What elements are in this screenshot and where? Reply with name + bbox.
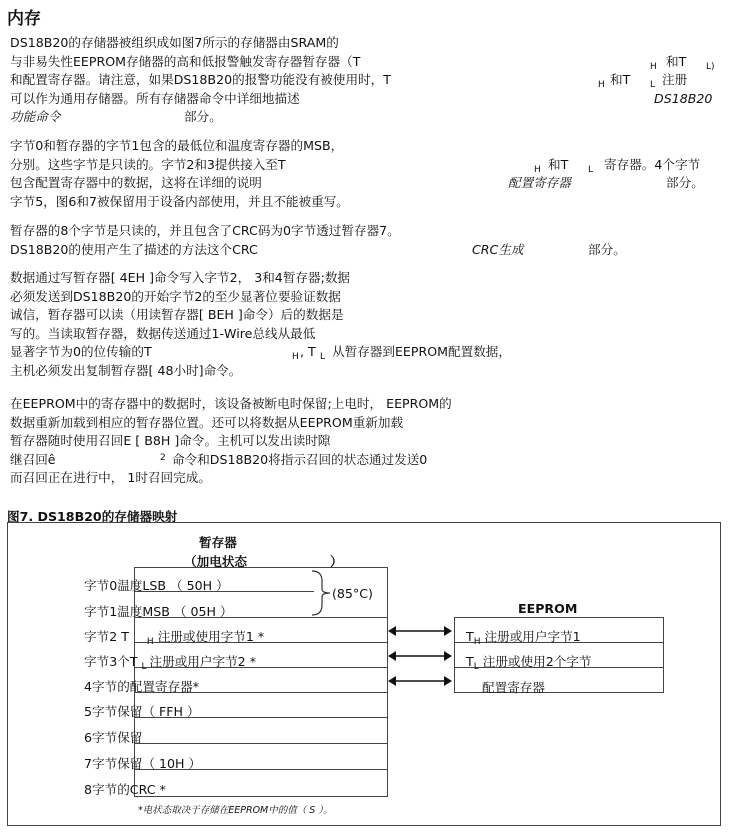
text-line: 必须发送到DS18B20的开始字节2的至少显著位要验证数据: [10, 288, 341, 304]
scratchpad-row-3: 字节3个T $_L$ 注册或用户字节2 *: [84, 654, 256, 672]
scratchpad-row-4: 4字节的配置寄存器*: [84, 679, 200, 694]
paragraph-crc: [10, 222, 725, 259]
text-line: 字节5，图6和7被保留用于设备内部使用，并且不能被重写。: [10, 193, 349, 209]
text-line: 字节0和暂存器的字节1包含的最低位和温度寄存器的MSB，: [10, 138, 344, 153]
text-line: 数据重新加载到相应的暂存器位置。还可以将数据从EEPROM重新加载: [10, 414, 404, 430]
double-arrow-icon: [388, 674, 452, 688]
scratchpad-row-1: 字节1温度MSB （ 05H ）: [84, 604, 233, 619]
text-line: 暂存器的8个字节是只读的，并且包含了CRC码为0字节透过暂存器7。: [10, 223, 400, 238]
eeprom-title: EEPROM: [518, 601, 578, 616]
text-line: 主机必须发出复制暂存器[ 48小时]命令。: [10, 362, 242, 378]
scratchpad-row-2: 字节2 T $_H$ 注册或使用字节1 *: [84, 629, 265, 647]
text-line: 数据通过写暂存器[ 4EH ]命令写入字节2， 3和4暂存器;数据: [10, 270, 351, 285]
text-line: 可以作为通用存储器。所有存储器命令中详细地描述 DS18B20: [10, 90, 713, 106]
text-line: 包含配置寄存器中的数据，这将在详细的说明 配置寄存器 部分。: [10, 175, 704, 191]
scratchpad-subtitle-close: ）: [330, 554, 343, 569]
paragraph-memory-organization: [10, 34, 725, 127]
scratchpad-title: 暂存器: [199, 535, 237, 550]
text-line: DS18B20的存储器被组织成如图7所示的存储器由SRAM的: [10, 35, 339, 50]
paragraph-write-scratchpad: [10, 269, 725, 381]
eeprom-row-0: $T_H$ 注册或用户字节1: [466, 629, 581, 647]
scratchpad-subtitle: （加电状态: [184, 554, 247, 569]
text-line: 暂存器随时使用召回E [ B8H ]命令。主机可以发出读时隙: [10, 433, 331, 449]
text-line: 写的。当读取暂存器，数据传送通过1-Wire总线从最低: [10, 325, 316, 341]
text-line: 显著字节为0的位传输的T H , T L 从暂存器到EEPROM配置数据，: [10, 344, 511, 363]
scratchpad-row-7: 7字节保留（ 10H ）: [84, 756, 202, 771]
eeprom-row-2: 配置寄存器: [482, 680, 545, 695]
text-line: 与非易失性EEPROM存储器的高和低报警触发寄存器暂存器（T H 和T L): [10, 53, 715, 72]
row-divider: [134, 743, 388, 744]
brace-icon: [310, 569, 332, 617]
text-line: 分别。这些字节是只读的。字节2和3提供接入至T H 和T L 寄存器。4个字节: [10, 156, 701, 175]
brace-label: (85°C): [332, 586, 373, 601]
figure-footnote: *电状态取决于存储在EEPROM中的值（ S ）。: [138, 805, 333, 816]
text-line: 而召回正在进行中， 1时召回完成。: [10, 470, 211, 486]
text-line: 和配置寄存器。请注意，如果DS18B20的报警功能没有被使用时，T H 和T L 注册: [10, 72, 688, 91]
memory-map-figure: [7, 522, 721, 826]
text-line: 功能命令 部分。: [10, 109, 222, 125]
text-line: DS18B20的使用产生了描述的方法这个CRC CRC生成 部分。: [10, 241, 626, 257]
double-arrow-icon: [388, 649, 452, 663]
double-arrow-icon: [388, 624, 452, 638]
scratchpad-row-8: 8字节的CRC *: [84, 782, 166, 797]
page-title: 内存: [7, 9, 41, 29]
scratchpad-row-6: 6字节保留: [84, 730, 143, 745]
paragraph-eeprom-recall: [10, 395, 725, 488]
eeprom-row-1: $T_L$ 注册或使用2个字节: [466, 654, 592, 672]
scratchpad-row-5: 5字节保留（ FFH ）: [84, 704, 200, 719]
text-line: 在EEPROM中的寄存器中的数据时，该设备被断电时保留;上电时， EEPROM的: [10, 396, 452, 411]
paragraph-scratchpad-bytes: [10, 137, 725, 211]
figure-title: 图7. DS18B20的存储器映射: [7, 509, 178, 524]
text-line: 诚信，暂存器可以读（用读暂存器[ BEH ]命令）后的数据是: [10, 307, 344, 323]
scratchpad-row-0: 字节0温度LSB （ 50H ）: [84, 578, 229, 593]
text-line: 继召回ê 2 命令和DS18B20将指示召回的状态通过发送0: [10, 451, 428, 467]
